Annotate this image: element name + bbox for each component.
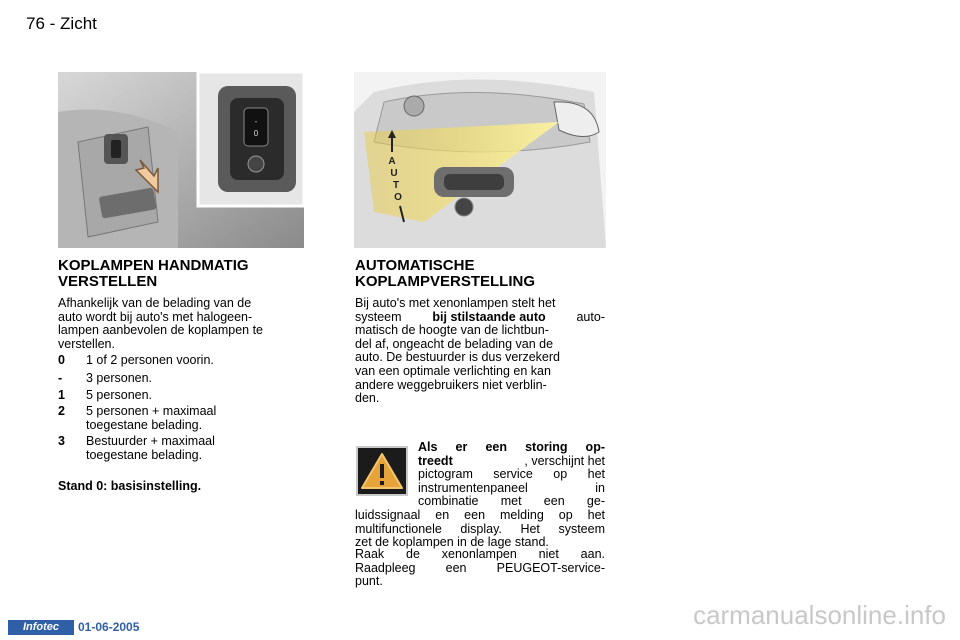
- p1-line-6: van een optimale verlichting en kan: [355, 363, 551, 378]
- svg-text:U: U: [390, 168, 398, 179]
- right-title-line-1: AUTOMATISCHE: [355, 257, 475, 274]
- p1-line-2: [355, 311, 605, 325]
- warn-bold-2: treedt: [418, 453, 453, 468]
- left-title-line-2: VERSTELLEN: [58, 273, 158, 290]
- list-value: Bestuurder + maximaal: [86, 434, 215, 448]
- footer-date: 01-06-2005: [78, 620, 140, 634]
- list-value: 3 personen.: [86, 371, 153, 385]
- p1-line-1: Bij auto's met xenonlampen stelt het: [355, 296, 556, 310]
- warn-line-3: pictogram service op het: [418, 467, 605, 482]
- left-intro: [58, 297, 308, 351]
- page-header: [26, 14, 97, 34]
- right-title-line-2: KOPLAMPVERSTELLING: [355, 273, 536, 290]
- svg-text:A: A: [388, 156, 396, 167]
- warn-full-line-3: zet de koplampen in de lage stand.: [355, 535, 549, 550]
- intro-line-2: auto wordt bij auto's met halogeen-: [58, 309, 253, 324]
- right-section-title: [355, 258, 610, 290]
- right-paragraph-3: [355, 548, 605, 589]
- list-value: toegestane belading.: [86, 418, 203, 432]
- car-headlight-drawing: [354, 72, 606, 248]
- intro-line-1: Afhankelijk van de belading van de: [58, 296, 252, 310]
- list-value: 1 of 2 personen voorin.: [86, 353, 214, 367]
- p1-line-2-pre: systeem: [355, 309, 402, 324]
- list-value: toegestane belading.: [86, 448, 203, 462]
- intro-line-3: lampen aanbevolen de koplampen te: [58, 323, 264, 338]
- dashboard-knob-drawing: [58, 72, 304, 248]
- list-key: 2: [58, 404, 65, 418]
- warn-full-line-1: luidssignaal en een melding op het: [355, 508, 605, 522]
- right-paragraph-1: [355, 297, 605, 406]
- page-number: 76: [26, 14, 45, 33]
- page-title: - Zicht: [49, 14, 97, 33]
- warn-line-1: Als er een storing op-: [418, 440, 605, 454]
- svg-text:O: O: [394, 192, 402, 203]
- list-key: -: [58, 371, 63, 385]
- left-section-title: [58, 258, 308, 290]
- svg-text:-: -: [254, 117, 258, 126]
- infotec-logo: Infotec: [8, 620, 74, 635]
- warn-line-5: combinatie met een ge-: [418, 494, 605, 509]
- p1-line-3: matisch de hoogte van de lichtbun-: [355, 323, 549, 338]
- warning-icon: [356, 446, 408, 496]
- p3-line-2: Raadpleeg een PEUGEOT-service-: [355, 560, 605, 575]
- p3-line-1: Raak de xenonlampen niet aan.: [355, 547, 605, 561]
- left-title-line-1: KOPLAMPEN HANDMATIG: [58, 257, 249, 274]
- list-value: 5 personen + maximaal: [86, 404, 217, 418]
- dashboard-knob-illustration: [58, 72, 304, 248]
- warning-triangle-icon: [358, 448, 406, 494]
- list-value: 5 personen.: [86, 388, 153, 402]
- p1-line-2-post: auto-: [576, 309, 605, 324]
- warn-line-4: instrumentenpaneel in: [418, 480, 605, 495]
- basis-setting-note: Stand 0: basisinstelling.: [58, 479, 202, 493]
- p1-line-5: auto. De bestuurder is dus verzekerd: [355, 350, 560, 365]
- list-key: 0: [58, 353, 65, 367]
- intro-line-4: verstellen.: [58, 336, 115, 351]
- svg-text:0: 0: [253, 129, 259, 138]
- p1-line-4: del af, ongeacht de belading van de: [355, 336, 554, 351]
- list-key: 1: [58, 388, 65, 402]
- watermark: carmanualsonline.info: [693, 600, 946, 630]
- list-key: 3: [58, 434, 65, 448]
- p3-line-3: punt.: [355, 574, 383, 589]
- warning-text-indented: [418, 441, 605, 509]
- p1-bold-phrase: bij stilstaande auto: [432, 309, 546, 324]
- warn-line-2: [418, 455, 605, 469]
- p1-line-8: den.: [355, 391, 380, 406]
- car-headlight-illustration: [354, 72, 606, 248]
- warn-line-2-post: , verschijnt het: [524, 453, 605, 468]
- warning-text-full: [355, 509, 605, 550]
- p1-line-7: andere weggebruikers niet verblin-: [355, 377, 547, 392]
- warn-full-line-2: multifunctionele display. Het systeem: [355, 521, 605, 536]
- svg-text:T: T: [392, 180, 400, 191]
